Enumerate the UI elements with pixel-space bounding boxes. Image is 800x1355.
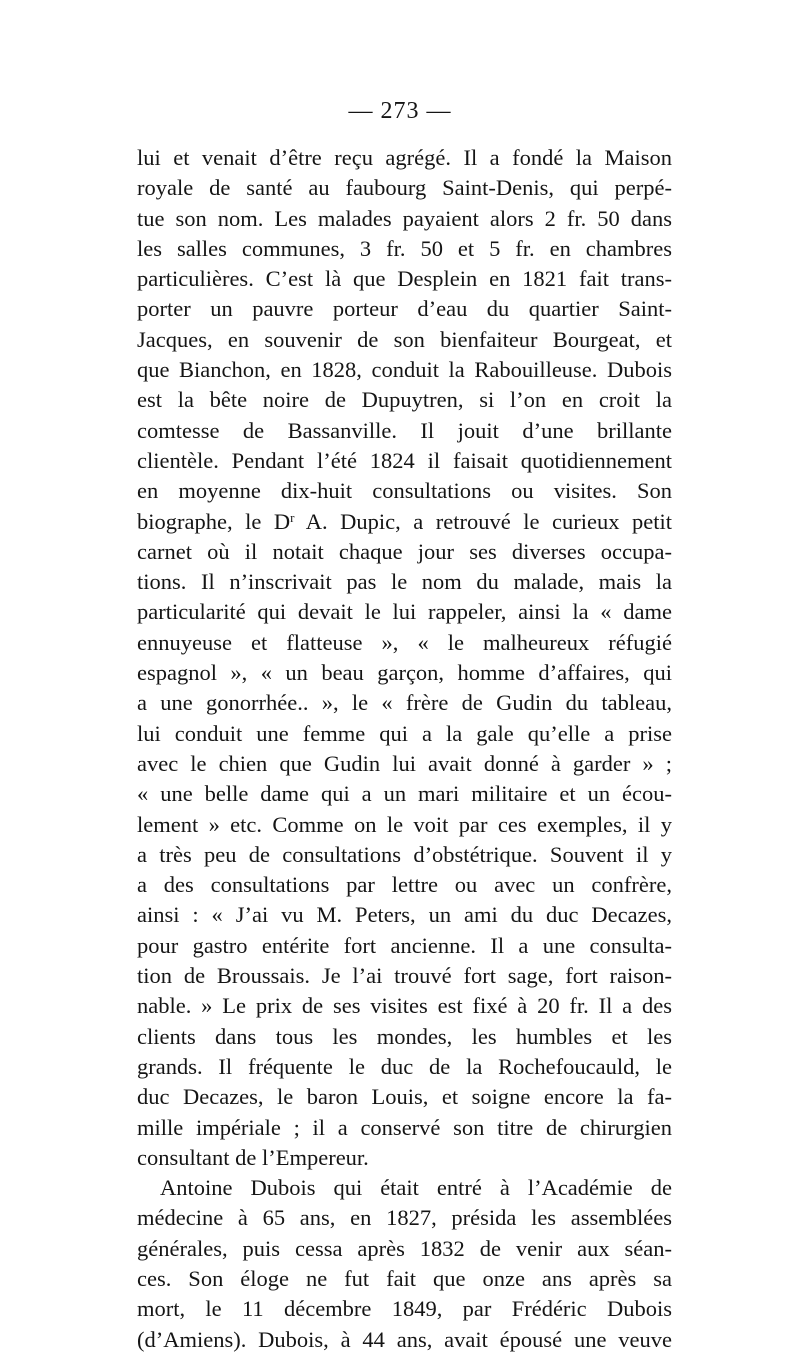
text-line: lui et venait d’être reçu agrégé. Il a fondé la Maison — [137, 145, 672, 170]
text-line: carnet où il notait chaque jour ses diverses occupa- — [137, 538, 672, 564]
text-line: a des consultations par lettre ou avec un confrère, — [137, 872, 672, 898]
page-number: — 273 — — [348, 98, 452, 124]
text-line: duc Decazes, le baron Louis, et soigne encore la fa- — [137, 1084, 672, 1110]
text-line: tions. Il n’inscrivait pas le nom du malade, mais la — [137, 569, 672, 595]
text-line: « une belle dame qui a un mari militaire et un écou- — [137, 781, 672, 807]
text-line: en moyenne dix-huit consultations ou visites. Son — [137, 478, 672, 504]
text-line: biographe, le $D^r$ A. Dupic, a retrouvé le curieux petit — [137, 508, 672, 534]
text-line: tue son nom. Les malades payaient alors 2 fr. 50 dans — [137, 205, 672, 231]
text-line: Jacques, en souvenir de son bienfaiteur Bourgeat, et — [137, 326, 672, 352]
text-line: clients dans tous les mondes, les humbles et les — [137, 1023, 672, 1049]
text-line: avec le chien que Gudin lui avait donné à garder » ; — [137, 750, 672, 776]
text-line: tion de Broussais. Je l’ai trouvé fort sage, fort raison- — [137, 963, 672, 989]
text-line: pour gastro entérite fort ancienne. Il a une consulta- — [137, 932, 672, 958]
text-line: porter un pauvre porteur d’eau du quartier Saint- — [137, 296, 672, 322]
text-line: grands. Il fréquente le duc de la Rochefoucauld, le — [137, 1053, 672, 1079]
text-line: lement » etc. Comme on le voit par ces exemples, il y — [137, 811, 672, 837]
text-line: Antoine Dubois qui était entré à l’Académie de — [160, 1175, 672, 1201]
text-line: comtesse de Bassanville. Il jouit d’une brillante — [137, 417, 672, 443]
text-line: mille impériale ; il a conservé son titre de chirurgien — [137, 1114, 672, 1140]
text-line: ces. Son éloge ne fut fait que onze ans après sa — [137, 1265, 672, 1291]
text-line: a une gonorrhée.. », le « frère de Gudin du tableau, — [137, 690, 672, 716]
text-line: espagnol », « un beau garçon, homme d’affaires, qui — [137, 660, 672, 686]
text-line: nable. » Le prix de ses visites est fixé à 20 fr. Il a des — [137, 993, 672, 1019]
text-line: clientèle. Pendant l’été 1824 il faisait quotidiennement — [137, 447, 672, 473]
text-line: royale de santé au faubourg Saint-Denis, qui perpé- — [137, 175, 672, 201]
text-line: est la bête noire de Dupuytren, si l’on en croit la — [137, 387, 672, 413]
text-line: consultant de l’Empereur. — [137, 1144, 369, 1170]
text-line: particularité qui devait le lui rappeler, ainsi la « dame — [137, 599, 672, 625]
superscript: r — [290, 509, 295, 525]
text-line: ainsi : « J’ai vu M. Peters, un ami du duc Decazes, — [137, 902, 672, 928]
text-line: lui conduit une femme qui a la gale qu’elle a prise — [137, 720, 672, 746]
text-line: que Bianchon, en 1828, conduit la Rabouilleuse. Dubois — [137, 357, 672, 383]
text-line: mort, le 11 décembre 1849, par Frédéric Dubois — [137, 1296, 672, 1322]
text-line: les salles communes, 3 fr. 50 et 5 fr. en chambres — [137, 235, 672, 261]
text-line: générales, puis cessa après 1832 de venir aux séan- — [137, 1235, 672, 1261]
text-line: particulières. C’est là que Desplein en 1821 fait trans- — [137, 266, 672, 292]
text-line: médecine à 65 ans, en 1827, présida les assemblées — [137, 1205, 672, 1231]
body-text — [137, 143, 672, 1355]
text-line: ennuyeuse et flatteuse », « le malheureux réfugié — [137, 629, 672, 655]
text-line: (d’Amiens). Dubois, à 44 ans, avait épousé une veuve — [137, 1326, 672, 1352]
text-line: a très peu de consultations d’obstétrique. Souvent il y — [137, 841, 672, 867]
